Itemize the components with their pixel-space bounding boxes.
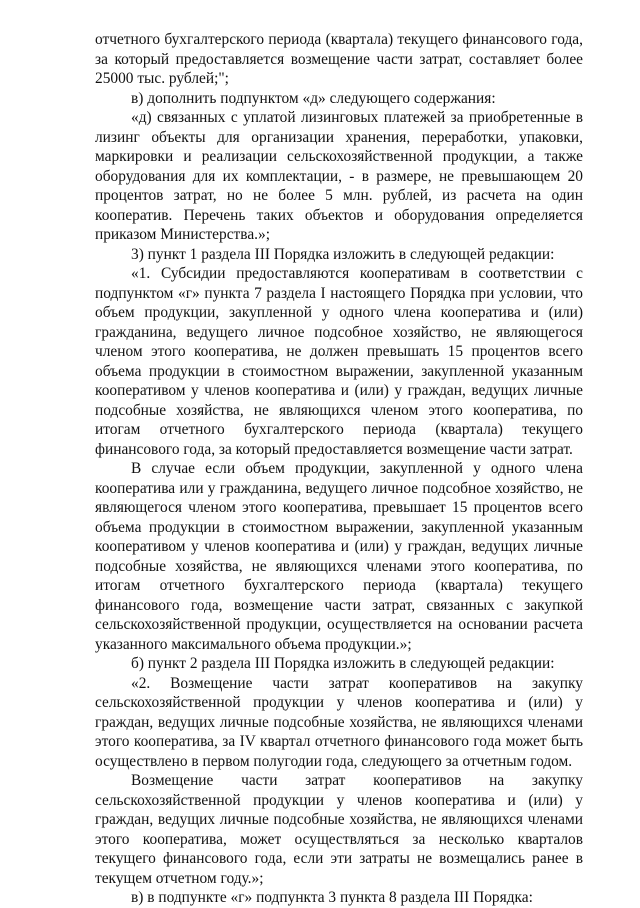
paragraph-8: «2. Возмещение части затрат кооперативов на закупку сельскохозяйственной продукции у членов кооператива и (или) у граждан, ведущих личные подсобные хозяйства, не являющихся членами этого кооператива, за IV квартал отчетного финансового года может быть осуществлено в первом полугодии года, следующего за отчетным годом.	[95, 674, 583, 770]
paragraph-4: 3) пункт 1 раздела III Порядка изложить в следующей редакции:	[131, 245, 555, 263]
paragraph-2: в) дополнить подпунктом «д» следующего содержания:	[131, 89, 496, 107]
paragraph-9: Возмещение части затрат кооперативов на закупку сельскохозяйственной продукции у членов кооператива и (или) у граждан, ведущих личные подсобные хозяйства, не являющихся членами этого кооператива, может осуществляться за несколько кварталов текущего финансового года, если эти затраты не возмещались ранее в текущем отчетном году.»;	[95, 772, 583, 887]
paragraph-1: отчетного бухгалтерского периода (квартала) текущего финансового года, за который предоставляется возмещение части затрат, составляет более 25000 тыс. рублей;";	[95, 31, 583, 87]
paragraph-7: б) пункт 2 раздела III Порядка изложить в следующей редакции:	[131, 655, 555, 672]
paragraph-6: В случае если объем продукции, закупленной у одного члена кооператива или у гражданина, ведущего личное подсобное хозяйство, не являющегося членом этого кооператива, превышает 15 процентов всего объема продукции в стоимостном выражении, закупленной указанным кооперативом у членов кооператива и (или) у граждан, ведущих личные подсобные хозяйства, не являющихся членами этого кооператива, по итогам отчетного бухгалтерского периода (квартала) текущего финансового года, возмещение части затрат, связанных с закупкой сельскохозяйственной продукции, осуществляется на основании расчета указанного максимального объема продукции.»;	[95, 460, 583, 653]
document-page	[95, 30, 583, 908]
paragraph-3: «д) связанных с уплатой лизинговых платежей за приобретенные в лизинг объекты для организации хранения, переработки, упаковки, маркировки и реализации сельскохозяйственной продукции, а также оборудования для их комплектации, - в размере, не превышающем 20 процентов затрат, но не более 5 млн. рублей, из расчета на один кооператив. Перечень таких объектов и оборудования определяется приказом Министерства.»;	[95, 109, 583, 243]
paragraph-5: «1. Субсидии предоставляются кооперативам в соответствии с подпунктом «г» пункта 7 раздела I настоящего Порядка при условии, что объем продукции, закупленной у одного члена кооператива и (или) гражданина, ведущего личное подсобное хозяйство, не являющегося членом этого кооператива, не должен превышать 15 процентов всего объема продукции в стоимостном выражении, закупленной указанным кооперативом у членов кооператива и (или) у граждан, ведущих личные подсобные хозяйства, не являющихся членом этого кооператива, по итогам отчетного бухгалтерского периода (квартала) текущего финансового года, за который предоставляется возмещение части затрат.	[95, 265, 583, 458]
paragraph-10: в) в подпункте «г» подпункта 3 пункта 8 раздела III Порядка:	[131, 889, 533, 906]
